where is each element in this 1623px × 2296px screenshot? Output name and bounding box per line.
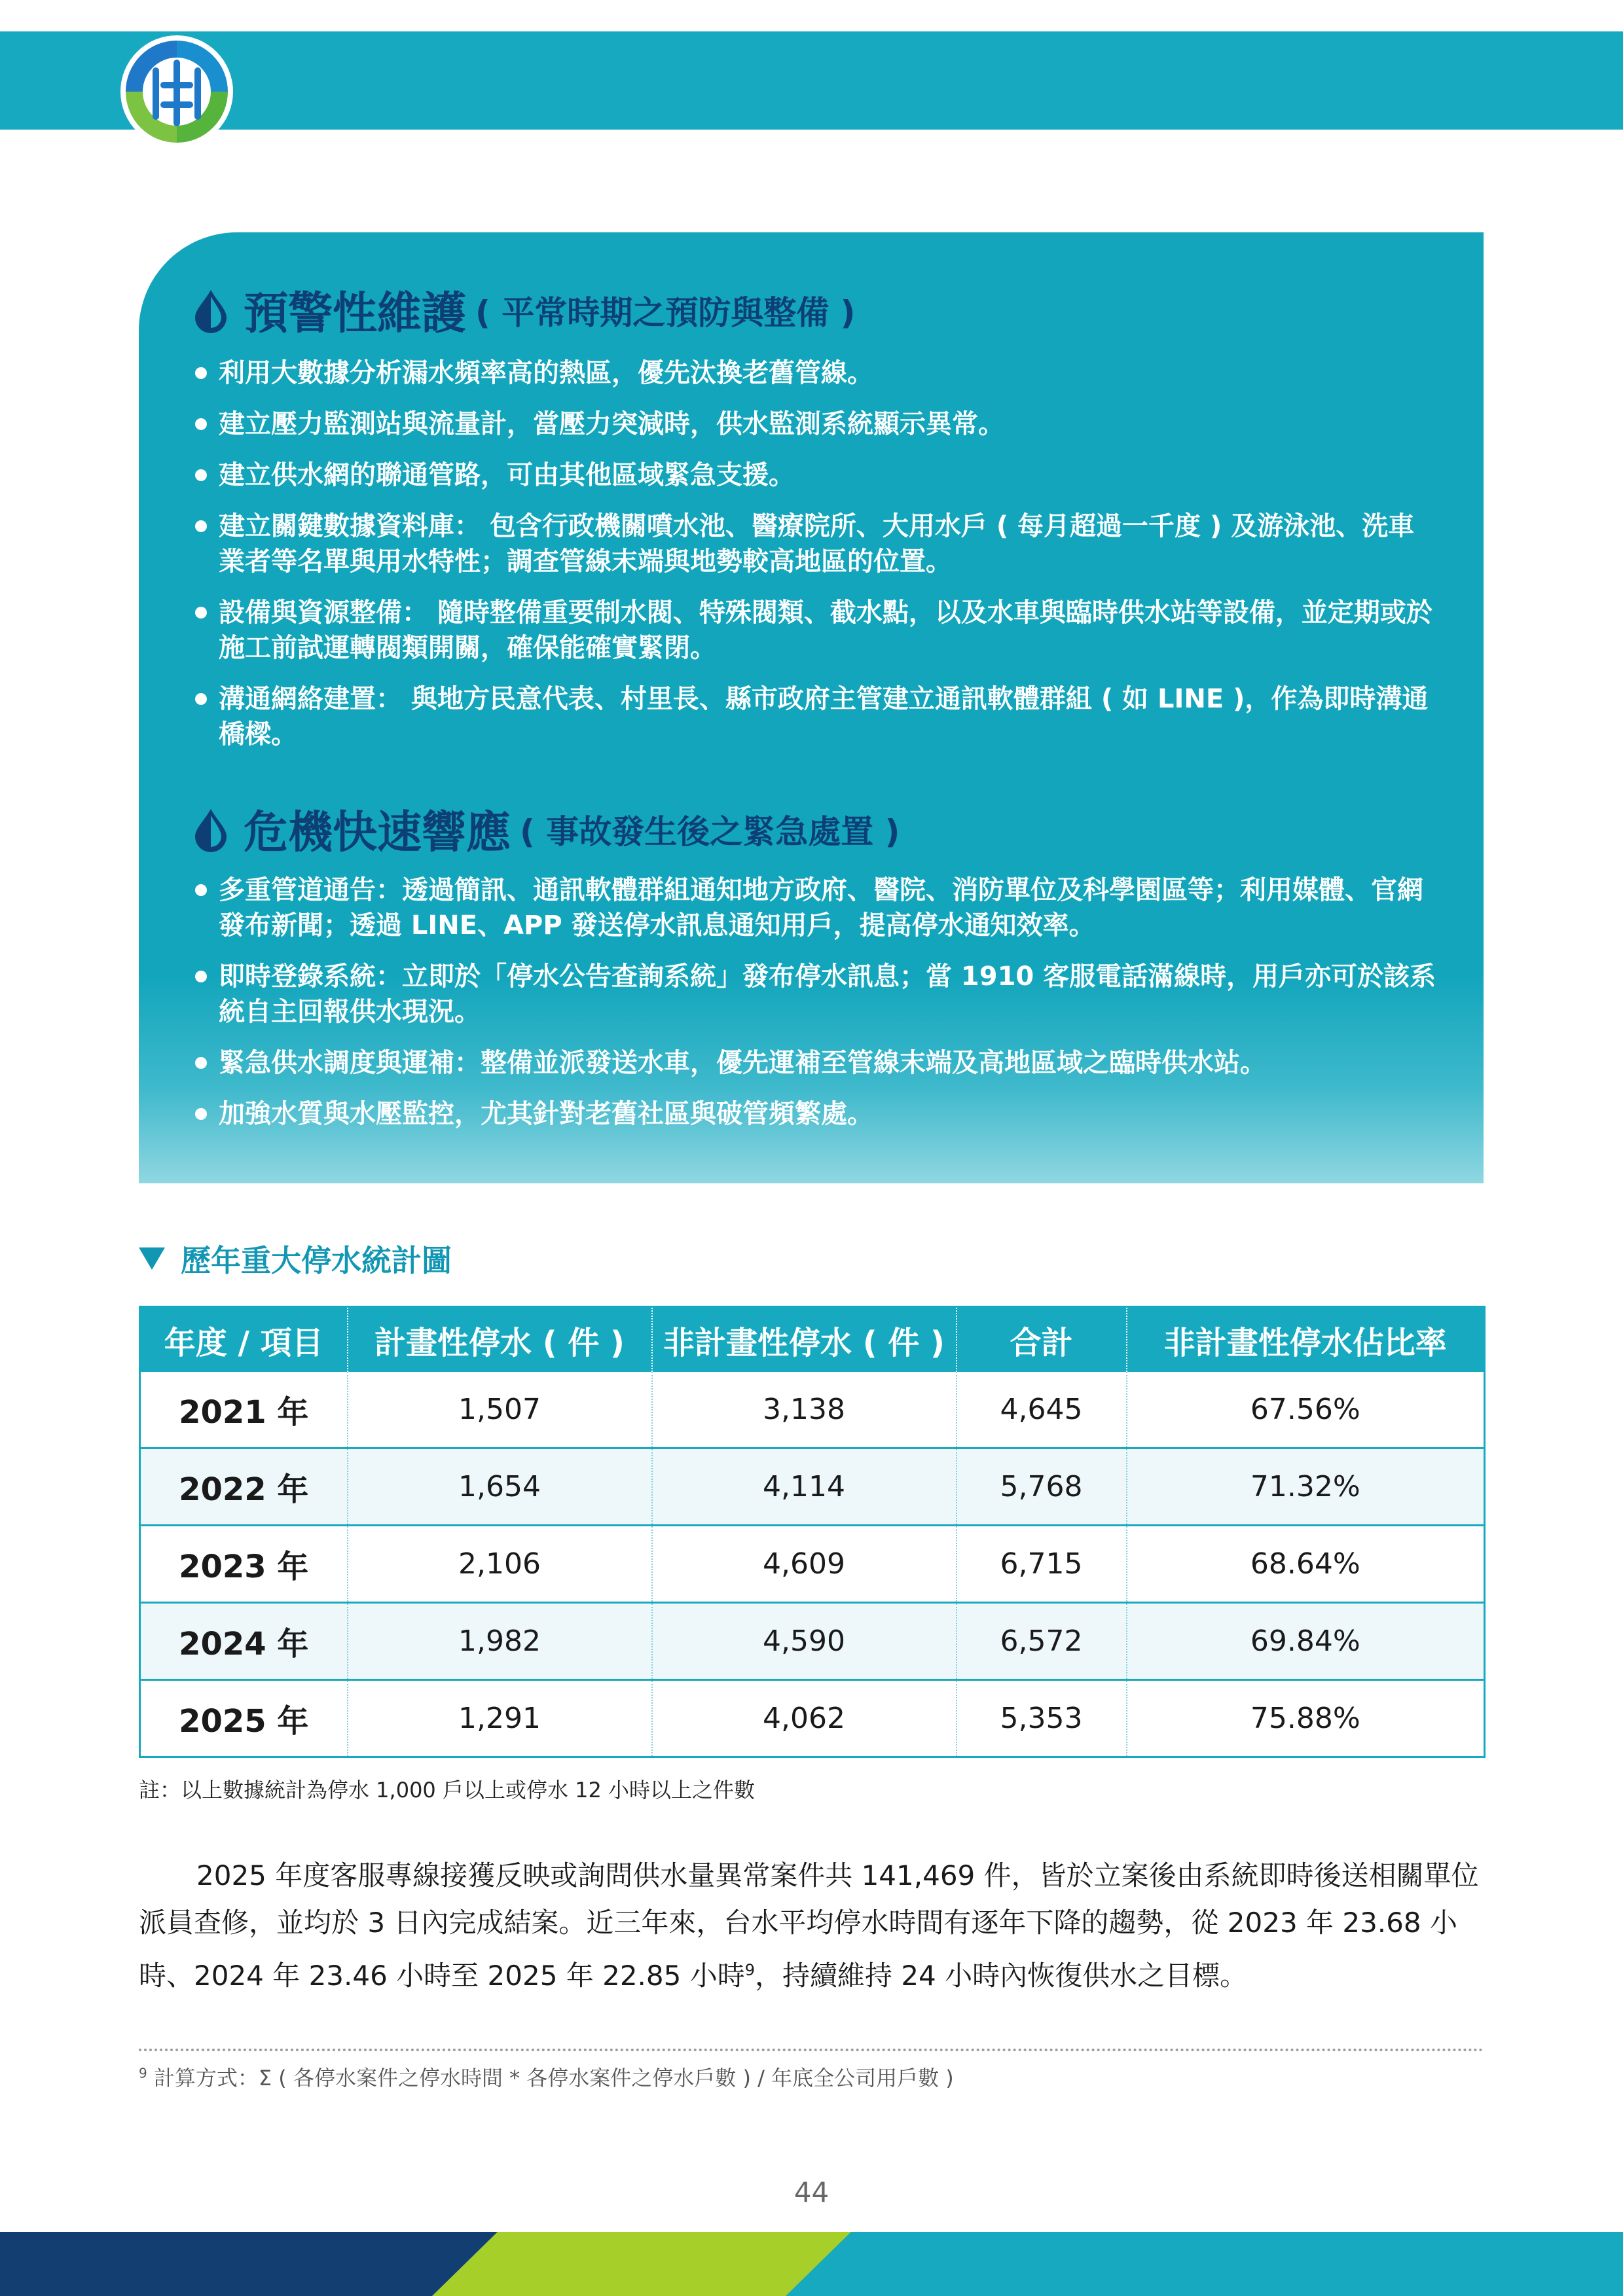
body-text-part: ，持續維持 24 小時內恢復供水之目標。 xyxy=(754,1960,1248,1992)
table-cell: 2023 年 xyxy=(140,1526,348,1603)
table-cell: 5,353 xyxy=(957,1680,1127,1757)
page-number: 44 xyxy=(793,2176,830,2208)
table-cell: 71.32% xyxy=(1127,1448,1485,1526)
section-title-text: 危機快速響應 xyxy=(244,807,511,859)
column-header: 年度 / 項目 xyxy=(140,1307,348,1372)
section-title-text: 預警性維護 xyxy=(244,288,467,340)
table-row xyxy=(140,1680,1485,1757)
list-item: 建立壓力監測站與流量計，當壓力突減時，供水監測系統顯示異常。 xyxy=(194,406,1438,442)
outage-stats-table xyxy=(139,1306,1486,1758)
footnote-reference: 9 xyxy=(744,1961,755,1979)
list-item: 即時登錄系統：立即於「停水公告查詢系統」發布停水訊息；當 1910 客服電話滿線時，用戶亦可於該系統自主回報供水現況。 xyxy=(194,959,1438,1030)
table-caption xyxy=(139,1237,452,1280)
table-row xyxy=(140,1372,1485,1448)
table-caption-text: 歷年重大停水統計圖 xyxy=(181,1243,452,1278)
table-header-row xyxy=(140,1307,1485,1372)
list-item: 溝通網絡建置： 與地方民意代表、村里長、縣市政府主管建立通訊軟體群組 ( 如 LINE )，作為即時溝通橋樑。 xyxy=(194,681,1438,752)
column-header: 非計畫性停水佔比率 xyxy=(1127,1307,1485,1372)
table-cell: 4,590 xyxy=(652,1603,957,1680)
column-header: 合計 xyxy=(957,1307,1127,1372)
table-cell: 2024 年 xyxy=(140,1603,348,1680)
table-cell: 4,609 xyxy=(652,1526,957,1603)
list-item: 加強水質與水壓監控，尤其針對老舊社區與破管頻繁處。 xyxy=(194,1096,1438,1132)
footer-band xyxy=(0,2232,1623,2296)
table-cell: 75.88% xyxy=(1127,1680,1485,1757)
table-cell: 5,768 xyxy=(957,1448,1127,1526)
section-title-preventive xyxy=(190,278,856,342)
list-item: 緊急供水調度與運補：整備並派發送水車，優先運補至管線末端及高地區域之臨時供水站。 xyxy=(194,1045,1438,1081)
table-cell: 3,138 xyxy=(652,1372,957,1448)
table-cell: 1,982 xyxy=(348,1603,652,1680)
column-header: 非計畫性停水 ( 件 ) xyxy=(652,1307,957,1372)
table-cell: 2,106 xyxy=(348,1526,652,1603)
table-cell: 69.84% xyxy=(1127,1603,1485,1680)
table-cell: 2022 年 xyxy=(140,1448,348,1526)
table-cell: 2021 年 xyxy=(140,1372,348,1448)
list-item: 利用大數據分析漏水頻率高的熱區，優先汰換老舊管線。 xyxy=(194,355,1438,391)
table-row xyxy=(140,1603,1485,1680)
table-cell: 6,715 xyxy=(957,1526,1127,1603)
table-row xyxy=(140,1448,1485,1526)
water-drop-icon xyxy=(190,287,232,333)
water-drop-icon xyxy=(190,806,232,852)
table-cell: 6,572 xyxy=(957,1603,1127,1680)
table-cell: 68.64% xyxy=(1127,1526,1485,1603)
section-title-response xyxy=(190,797,900,861)
table-cell: 1,507 xyxy=(348,1372,652,1448)
body-text-part: 2025 年度客服專線接獲反映或詢問供水量異常案件共 141,469 件，皆於立案後由系統即時後送相關單位派員查修，並均於 3 日內完成結案。近三年來，台水平均停水時間有逐年下降的趨勢，從 2023 年 23.68 小時、2024 年 23.46 小時至 2025 年 22.85 小時 xyxy=(139,1859,1479,1992)
body-paragraph xyxy=(139,1852,1484,2000)
table-cell: 4,645 xyxy=(957,1372,1127,1448)
footnote-mark: 9 xyxy=(139,2065,147,2081)
table-cell: 4,114 xyxy=(652,1448,957,1526)
footnote xyxy=(139,2062,954,2092)
footnote-divider xyxy=(139,2049,1484,2051)
table-cell: 67.56% xyxy=(1127,1372,1485,1448)
table-cell: 1,654 xyxy=(348,1448,652,1526)
table-cell: 2025 年 xyxy=(140,1680,348,1757)
preventive-bullet-list xyxy=(194,355,1438,768)
header-band xyxy=(0,31,1623,130)
response-bullet-list xyxy=(194,872,1438,1147)
company-logo xyxy=(118,33,236,151)
triangle-down-icon xyxy=(139,1247,165,1270)
table-cell: 1,291 xyxy=(348,1680,652,1757)
table-note: 註：以上數據統計為停水 1,000 戶以上或停水 12 小時以上之件數 xyxy=(139,1778,756,1803)
section-subtitle-text: ( 事故發生後之緊急處置 ) xyxy=(520,812,900,851)
list-item: 設備與資源整備： 隨時整備重要制水閥、特殊閥類、截水點，以及水車與臨時供水站等設備，並定期或於施工前試運轉閥類開關，確保能確實緊閉。 xyxy=(194,595,1438,666)
list-item: 建立供水網的聯通管路，可由其他區域緊急支援。 xyxy=(194,457,1438,493)
table-row xyxy=(140,1526,1485,1603)
list-item: 建立關鍵數據資料庫： 包含行政機關噴水池、醫療院所、大用水戶 ( 每月超過一千度 ) 及游泳池、洗車業者等名單與用水特性；調查管線末端與地勢較高地區的位置。 xyxy=(194,509,1438,579)
table-cell: 4,062 xyxy=(652,1680,957,1757)
list-item: 多重管道通告：透過簡訊、通訊軟體群組通知地方政府、醫院、消防單位及科學園區等；利用媒體、官網發布新聞；透過 LINE、APP 發送停水訊息通知用戶，提高停水通知效率。 xyxy=(194,872,1438,943)
column-header: 計畫性停水 ( 件 ) xyxy=(348,1307,652,1372)
footnote-text: 計算方式：Σ ( 各停水案件之停水時間 * 各停水案件之停水戶數 ) / 年底全公司用戶數 ) xyxy=(147,2066,954,2090)
section-subtitle-text: ( 平常時期之預防與整備 ) xyxy=(475,293,856,332)
